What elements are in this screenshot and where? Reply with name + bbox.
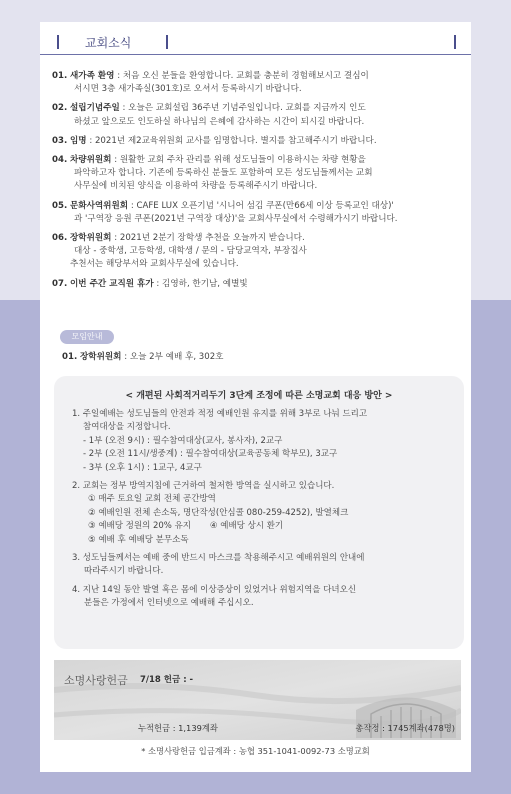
- news-title: 차량위원회: [69, 155, 112, 166]
- news-item: [52, 154, 464, 194]
- news-num: 06.: [52, 233, 68, 244]
- header-bar-far-right: [454, 35, 456, 49]
- section-header: [57, 33, 457, 51]
- notice-line: ① 매주 토요일 교회 전체 공간방역: [88, 494, 216, 505]
- news-title: 문화사역위원회: [69, 200, 129, 211]
- news-item: [52, 70, 464, 96]
- news-title: 이번 주간 교직원 휴가: [69, 278, 154, 289]
- notice-line: - 2부 (오전 11시/생중계) : 필수참여대상(교육공동체 학부모), 3교구: [83, 449, 338, 460]
- news-text: : CAFE LUX 오픈기념 '시니어 섬김 쿠폰(만66세 이상 등록교인 대상)': [130, 200, 394, 211]
- donation-title: 소명사랑헌금: [64, 674, 128, 687]
- news-text: 대상 - 중학생, 고등학생, 대학생 / 문의 - 담당교역자, 부장집사: [74, 246, 307, 257]
- meeting-num: 01.: [62, 352, 78, 362]
- news-title: 설립기념주일: [69, 103, 120, 114]
- news-text: 추천서는 해당부서와 교회사무실에 있습니다.: [70, 259, 239, 270]
- header-bar-left: [57, 35, 59, 49]
- news-item: [52, 135, 464, 148]
- meeting-tag: 모임안내: [60, 330, 114, 344]
- notice-line: 참여대상을 지정합니다.: [83, 422, 171, 433]
- news-item: [52, 232, 464, 272]
- donation-box: [54, 660, 461, 740]
- bottom-band: [0, 772, 511, 794]
- notice-body: [72, 408, 457, 616]
- meeting-text: : 오늘 2부 예배 후, 302호: [124, 352, 224, 362]
- news-title: 새가족 환영: [69, 71, 115, 81]
- donation-date-label: 7/18 헌금 : -: [140, 675, 194, 685]
- right-band-light: [471, 0, 511, 300]
- notice-paragraph: [72, 408, 457, 475]
- meeting-item: [62, 350, 224, 362]
- news-text: : 2021년 제2교육위원회 교사를 임명합니다. 별지를 참고해주시기 바랍니다.: [89, 135, 377, 146]
- news-num: 01.: [52, 71, 68, 81]
- header-underline: [40, 54, 471, 55]
- news-item: [52, 278, 464, 291]
- notice-line: 1. 주일예배는 성도님들의 안전과 적정 예배인원 유지를 위해 3부로 나눠 드리고: [72, 409, 368, 419]
- news-text: 서시면 3층 새가족실(301호)로 오셔서 등록하시기 바랍니다.: [74, 84, 302, 95]
- news-text: : 처음 오신 분들을 환영합니다. 교회를 충분히 경험해보시고 결심이: [117, 71, 369, 81]
- donation-cumulative: 누적헌금 : 1,139계좌: [138, 723, 218, 733]
- notice-line: 3. 성도님들께서는 예배 중에 반드시 마스크를 착용해주시고 예배위원의 안내에: [72, 553, 365, 564]
- notice-title: < 개편된 사회적거리두기 3단계 조정에 따른 소명교회 대응 방안 >: [125, 391, 393, 401]
- news-text: : 원활한 교회 주차 관리를 위해 성도님들이 이용하시는 차량 현황을: [114, 155, 366, 166]
- news-num: 02.: [52, 103, 68, 114]
- notice-line: ⑤ 예배 후 예배당 분무소독: [88, 534, 189, 545]
- top-band: [0, 0, 511, 22]
- notice-line: - 3부 (오후 1시) : 1교구, 4교구: [83, 462, 202, 473]
- news-text: : 오늘은 교회설립 36주년 기념주일입니다. 교회를 지금까지 인도: [122, 103, 366, 114]
- news-num: 03.: [52, 135, 68, 146]
- notice-line: 분들은 가정에서 인터넷으로 예배해 주십시오.: [84, 598, 254, 609]
- news-title: 임명: [69, 135, 87, 146]
- news-num: 05.: [52, 200, 68, 211]
- news-item: [52, 200, 464, 226]
- left-band-light: [0, 0, 40, 300]
- news-item: [52, 102, 464, 128]
- donation-total: 총작정 : 1745계좌(478명): [355, 723, 455, 733]
- section-title: 교회소식: [85, 36, 132, 50]
- news-text: 사무실에 비치된 양식을 이용하여 차량을 등록해주시기 바랍니다.: [74, 181, 318, 192]
- notice-line: - 1부 (오전 9시) : 필수참여대상(교사, 봉사자), 2교구: [83, 435, 283, 446]
- meeting-title: 장학위원회: [79, 352, 122, 362]
- notice-paragraph: [72, 552, 457, 579]
- news-text: 과 '구역장 응원 쿠폰(2021년 구역장 대상)'을 교회사무실에서 수령해가시기 바랍니다.: [74, 213, 398, 224]
- news-list: [52, 70, 464, 297]
- notice-line: 2. 교회는 정부 방역지침에 근거하여 철저한 방역을 실시하고 있습니다.: [72, 481, 335, 492]
- notice-line: 따라주시기 바랍니다.: [84, 566, 164, 577]
- notice-line: ③ 예배당 정원의 20% 유지 ④ 예배당 상시 환기: [88, 521, 284, 532]
- news-text: 파악하고자 합니다. 기존에 등록하신 분들도 포함하여 모든 성도님들께서는 교회: [74, 168, 373, 179]
- account-footnote: * 소명사랑헌금 입금계좌 : 농협 351-1041-0092-73 소명교회: [141, 746, 370, 756]
- notice-line: 4. 지난 14일 동안 발열 혹은 몸에 이상증상이 있었거나 위험지역을 다녀오신: [72, 584, 357, 595]
- notice-box: [54, 376, 464, 649]
- news-text: 하셨고 앞으로도 인도하실 하나님의 은혜에 감사하는 시간이 되시길 바랍니다.: [74, 116, 365, 127]
- notice-line: ② 예배인원 전체 손소독, 명단작성(안심콜 080-259-4252), 발열체크: [88, 507, 349, 518]
- notice-paragraph: [72, 480, 457, 547]
- news-text: : 김영하, 한기남, 예별빛: [156, 278, 248, 289]
- news-title: 장학위원회: [69, 233, 112, 244]
- news-num: 07.: [52, 278, 68, 289]
- header-bar-right: [166, 35, 168, 49]
- news-text: : 2021년 2분기 장학생 추천을 오늘까지 받습니다.: [114, 233, 305, 244]
- notice-paragraph: [72, 584, 457, 611]
- news-num: 04.: [52, 155, 68, 166]
